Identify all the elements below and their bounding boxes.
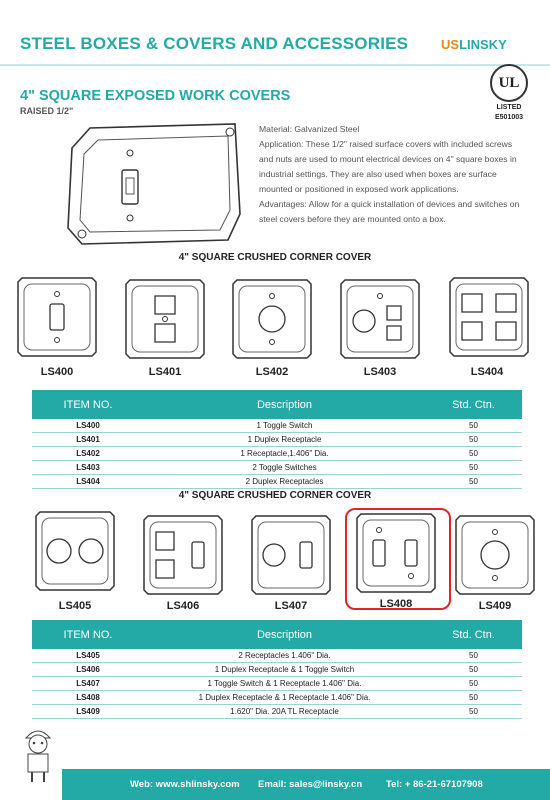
product-label-ls406: LS406 bbox=[166, 600, 200, 612]
col-std-ctn: Std. Ctn. bbox=[425, 390, 522, 419]
group2-title: 4" SQUARE CRUSHED CORNER COVER bbox=[178, 490, 372, 501]
cell-desc: 1 Duplex Receptacle bbox=[144, 433, 425, 447]
table-row bbox=[32, 461, 522, 475]
cover-ls402-image bbox=[229, 276, 315, 362]
cover-ls406-image bbox=[140, 512, 226, 598]
cell-item: LS401 bbox=[32, 433, 144, 447]
table-header-row bbox=[32, 390, 522, 419]
cell-desc: 1 Toggle Switch & 1 Receptacle 1.406" Dia. bbox=[144, 677, 425, 691]
mascot-icon bbox=[18, 722, 58, 784]
table-row bbox=[32, 691, 522, 705]
material-text: Material: Galvanized Steel bbox=[259, 124, 360, 134]
table-row bbox=[32, 419, 522, 433]
col-item-no: ITEM NO. bbox=[32, 620, 144, 649]
cell-desc: 1 Toggle Switch bbox=[144, 419, 425, 433]
cell-item: LS407 bbox=[32, 677, 144, 691]
table-row bbox=[32, 677, 522, 691]
col-std-ctn: Std. Ctn. bbox=[425, 620, 522, 649]
cover-ls400-image bbox=[14, 274, 100, 360]
footer-email-link[interactable]: Email: sales@linsky.cn bbox=[258, 779, 363, 790]
cover-ls409-image bbox=[452, 512, 538, 598]
group1-title: 4" SQUARE CRUSHED CORNER COVER bbox=[178, 252, 372, 263]
product-description bbox=[259, 122, 521, 227]
product-label-ls409: LS409 bbox=[478, 600, 512, 612]
cell-ctn: 50 bbox=[425, 677, 522, 691]
table-row bbox=[32, 705, 522, 719]
ls408-highlight-box bbox=[345, 508, 451, 610]
table-row bbox=[32, 475, 522, 489]
product-label-ls407: LS407 bbox=[274, 600, 308, 612]
ul-file-number: E501003 bbox=[494, 114, 524, 121]
cell-desc: 2 Duplex Receptacles bbox=[144, 475, 425, 489]
cell-ctn: 50 bbox=[425, 663, 522, 677]
cell-desc: 1 Duplex Receptacle & 1 Receptacle 1.406" Dia. bbox=[144, 691, 425, 705]
cell-ctn: 50 bbox=[425, 649, 522, 663]
cell-ctn: 50 bbox=[425, 447, 522, 461]
cell-desc: 2 Receptacles 1.406" Dia. bbox=[144, 649, 425, 663]
cell-ctn: 50 bbox=[425, 475, 522, 489]
cover-ls405-image bbox=[32, 508, 118, 594]
cover-ls401-image bbox=[122, 276, 208, 362]
product-label-ls403: LS403 bbox=[363, 366, 397, 378]
group2-spec-table bbox=[32, 620, 522, 719]
cell-desc: 1 Receptacle,1.406" Dia. bbox=[144, 447, 425, 461]
footer-web-link[interactable]: Web: www.shlinsky.com bbox=[130, 779, 240, 790]
advantages-text: Advantages: Allow for a quick installation of devices and switches on steel covers before they are mounted onto a box. bbox=[259, 199, 520, 224]
cell-item: LS403 bbox=[32, 461, 144, 475]
cell-item: LS408 bbox=[32, 691, 144, 705]
footer-phone: Tel: + 86-21-67107908 bbox=[386, 779, 483, 790]
cell-ctn: 50 bbox=[425, 419, 522, 433]
cell-desc: 2 Toggle Switches bbox=[144, 461, 425, 475]
product-label-ls401: LS401 bbox=[148, 366, 182, 378]
brand-logo: USLINSKY bbox=[441, 37, 507, 52]
section-title: 4" SQUARE EXPOSED WORK COVERS bbox=[20, 88, 291, 104]
product-label-ls404: LS404 bbox=[470, 366, 504, 378]
table-row bbox=[32, 663, 522, 677]
table-row bbox=[32, 447, 522, 461]
table-header-row bbox=[32, 620, 522, 649]
cell-item: LS402 bbox=[32, 447, 144, 461]
product-label-ls405: LS405 bbox=[58, 600, 92, 612]
cover-ls404-image bbox=[446, 274, 532, 360]
product-label-ls400: LS400 bbox=[40, 366, 74, 378]
ul-logo-icon: UL bbox=[490, 64, 528, 102]
cell-desc: 1.620" Dia. 20A TL Receptacle bbox=[144, 705, 425, 719]
col-description: Description bbox=[144, 390, 425, 419]
cover-ls403-image bbox=[337, 276, 423, 362]
section-subtitle: RAISED 1/2" bbox=[20, 106, 74, 116]
cell-item: LS400 bbox=[32, 419, 144, 433]
footer-bar bbox=[62, 769, 550, 800]
group1-spec-table bbox=[32, 390, 522, 489]
header-divider bbox=[0, 64, 550, 66]
cell-ctn: 50 bbox=[425, 691, 522, 705]
col-item-no: ITEM NO. bbox=[32, 390, 144, 419]
col-description: Description bbox=[144, 620, 425, 649]
cell-item: LS406 bbox=[32, 663, 144, 677]
cover-ls407-image bbox=[248, 512, 334, 598]
table-row bbox=[32, 649, 522, 663]
cell-desc: 1 Duplex Receptacle & 1 Toggle Switch bbox=[144, 663, 425, 677]
main-product-image bbox=[60, 118, 245, 250]
cell-item: LS405 bbox=[32, 649, 144, 663]
product-label-ls408: LS408 bbox=[379, 598, 413, 610]
table-row bbox=[32, 433, 522, 447]
ul-certification-mark bbox=[474, 64, 544, 122]
cell-item: LS404 bbox=[32, 475, 144, 489]
ul-listed-text: LISTED bbox=[496, 104, 522, 111]
product-label-ls402: LS402 bbox=[255, 366, 289, 378]
cell-ctn: 50 bbox=[425, 705, 522, 719]
page-title: STEEL BOXES & COVERS AND ACCESSORIES bbox=[20, 34, 409, 53]
cell-item: LS409 bbox=[32, 705, 144, 719]
cell-ctn: 50 bbox=[425, 433, 522, 447]
cell-ctn: 50 bbox=[425, 461, 522, 475]
application-text: Application: These 1/2" raised surface covers with included screws and nuts are used to mount electrical devices on 4" square boxes in industrial settings. They are also used when boxes are surface mounted or positioned in exposed work applications. bbox=[259, 139, 517, 194]
